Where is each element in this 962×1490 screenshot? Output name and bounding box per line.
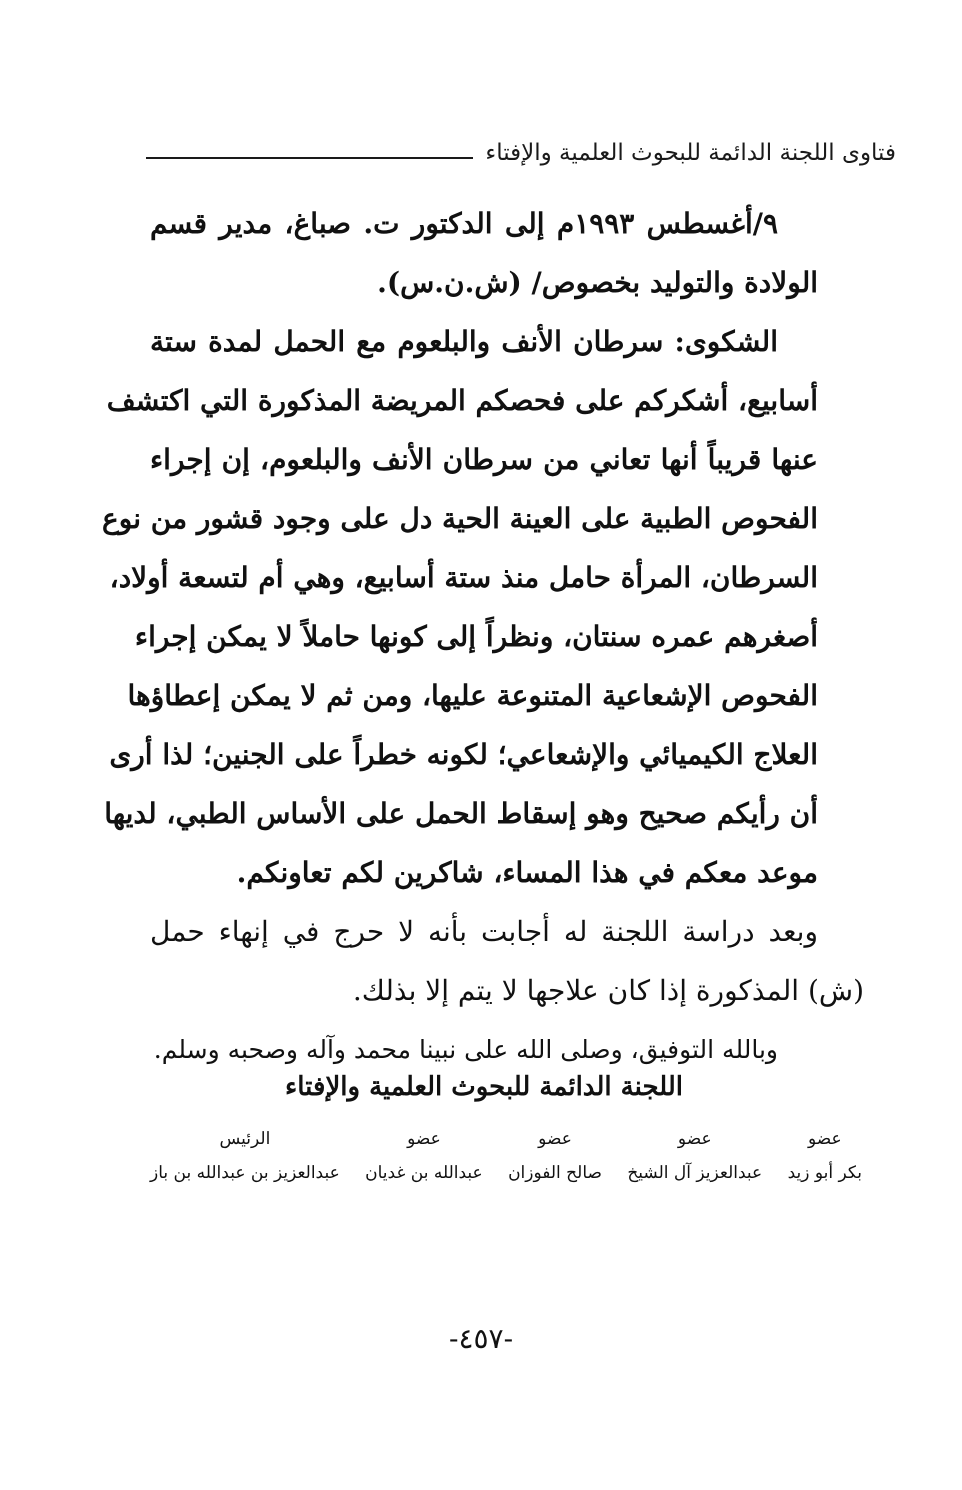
- text-line: عنها قريباً أنها تعاني من سرطان الأنف والبلعوم، إن إجراء: [150, 443, 818, 476]
- committee-title: اللجنة الدائمة للبحوث العلمية والإفتاء: [285, 1072, 683, 1102]
- text-line: الفحوص الإشعاعية المتنوعة عليها، ومن ثم لا يمكن إعطاؤها: [127, 679, 818, 712]
- signature-chairman: [150, 1122, 340, 1192]
- text-line: الفحوص الطبية على العينة الحية دل على وجود قشور من نوع: [102, 502, 818, 535]
- text-line: أسابيع، أشكركم على فحصكم المريضة المذكورة التي اكتشف: [106, 384, 818, 417]
- member-role: عضو: [538, 1129, 572, 1149]
- text-line: أصغرهم عمره سنتان، ونظراً إلى كونها حاملاً لا يمكن إجراء: [134, 620, 818, 653]
- member-role: عضو: [807, 1129, 842, 1149]
- member-name: بكر أبو زيد: [787, 1163, 862, 1183]
- page-number: -٤٥٧-: [448, 1322, 514, 1355]
- chairman-name: عبدالعزيز بن عبدالله بن باز: [150, 1163, 340, 1183]
- text-line: أن رأيكم صحيح وهو إسقاط الحمل على الأساس الطبي، لديها: [104, 797, 818, 830]
- text-line: ٩/أغسطس ١٩٩٣م إلى الدكتور ت. صباغ، مدير قسم: [150, 207, 778, 240]
- text-line: وبالله التوفيق، وصلى الله على نبينا محمد وآله وصحبه وسلم.: [153, 1035, 778, 1064]
- member-name: صالح الفوزان: [508, 1163, 602, 1183]
- signature-member: [788, 1122, 862, 1192]
- text-line: (ش) المذكورة إذا كان علاجها لا يتم إلا بذلك.: [352, 974, 864, 1007]
- member-name: عبدالله بن غديان: [365, 1163, 483, 1183]
- text-line: موعد معكم في هذا المساء، شاكرين لكم تعاونكم.: [236, 856, 818, 889]
- signature-member: [627, 1122, 762, 1192]
- signature-member: [508, 1122, 602, 1192]
- signatures: [150, 1122, 862, 1192]
- text-line: الولادة والتوليد بخصوص/ (ش.ن.س).: [377, 266, 818, 299]
- header-title: فتاوى اللجنة الدائمة للبحوث العلمية والإفتاء: [485, 140, 896, 166]
- signature-member: [365, 1122, 483, 1192]
- text-line: وبعد دراسة اللجنة له أجابت بأنه لا حرج في إنهاء حمل: [150, 915, 818, 948]
- member-role: عضو: [677, 1129, 712, 1149]
- chairman-role: الرئيس: [219, 1129, 271, 1149]
- member-role: عضو: [407, 1129, 441, 1149]
- member-name: عبدالعزيز آل الشيخ: [627, 1163, 763, 1183]
- text-line: العلاج الكيميائي والإشعاعي؛ لكونه خطراً على الجنين؛ لذا أرى: [109, 738, 818, 771]
- fatwa-text: [102, 194, 864, 1079]
- text-line: الشكوى: سرطان الأنف والبلعوم مع الحمل لمدة ستة: [150, 325, 778, 358]
- text-line: السرطان، المرأة حامل منذ ستة أسابيع، وهي أم لتسعة أولاد،: [109, 561, 818, 594]
- header-rule: [146, 157, 473, 159]
- running-header: [146, 136, 896, 170]
